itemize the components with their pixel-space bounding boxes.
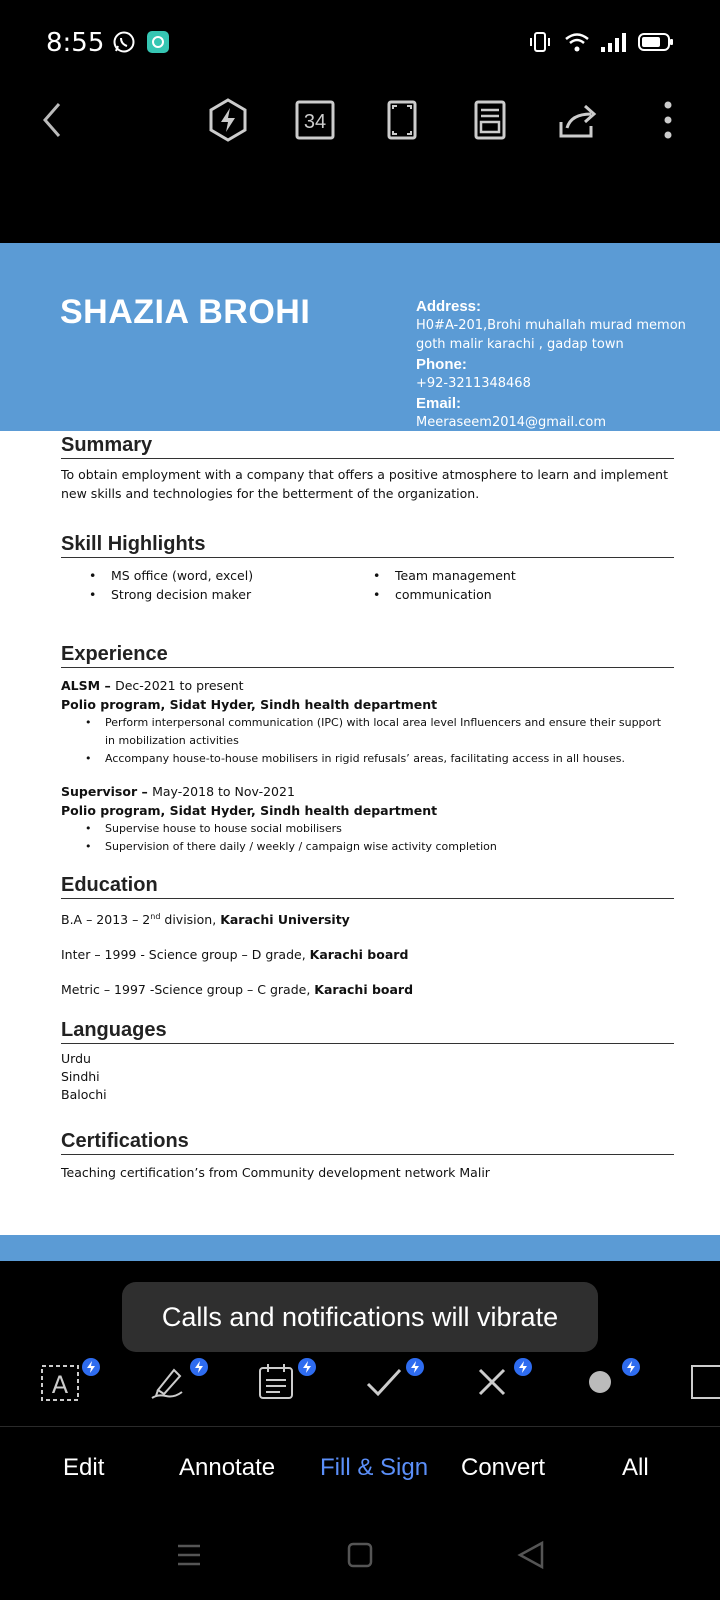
- share-icon[interactable]: [546, 88, 610, 152]
- lightning-badge-icon: [406, 1358, 424, 1376]
- more-icon[interactable]: [636, 88, 700, 152]
- languages-title: Languages: [61, 1017, 674, 1044]
- bottom-tabs: [0, 1440, 720, 1500]
- date-icon[interactable]: [240, 1350, 312, 1416]
- page-count-text: 34: [303, 111, 327, 133]
- toast-notification: Calls and notifications will vibrate: [122, 1282, 598, 1352]
- job-dash: –: [100, 678, 116, 693]
- app-notification-icon: [146, 30, 170, 56]
- menu-icon[interactable]: [176, 1542, 202, 1573]
- tab-convert[interactable]: Convert: [461, 1454, 546, 1481]
- rectangle-icon[interactable]: [672, 1350, 720, 1416]
- tab-edit[interactable]: Edit: [63, 1454, 105, 1481]
- experience-section: [61, 641, 674, 856]
- page-count-icon[interactable]: [283, 88, 347, 152]
- skill-item: • Team management: [345, 566, 629, 585]
- checkmark-icon[interactable]: [348, 1350, 420, 1416]
- document-page[interactable]: [0, 243, 720, 1260]
- experience-title: Experience: [61, 641, 674, 668]
- status-bar: [0, 0, 720, 88]
- lightning-badge-icon: [190, 1358, 208, 1376]
- skills-list: [61, 566, 674, 604]
- job-bullet: • Supervise house to house social mobilisers: [61, 820, 674, 838]
- clock: 8:55: [46, 28, 105, 58]
- lightning-badge-icon: [514, 1358, 532, 1376]
- phone-label: Phone:: [416, 356, 467, 373]
- language-item: Sindhi: [61, 1069, 100, 1084]
- top-toolbar: [0, 88, 720, 158]
- job-org: Polio program, Sidat Hyder, Sindh health department: [61, 803, 438, 818]
- summary-title: Summary: [61, 432, 674, 459]
- job-dash: –: [137, 784, 153, 799]
- lightning-badge-icon: [298, 1358, 316, 1376]
- language-item: Urdu: [61, 1051, 91, 1066]
- signal-icon: [600, 30, 626, 56]
- skills-section: [61, 531, 674, 604]
- job-role: Supervisor: [61, 784, 138, 799]
- back-icon[interactable]: [20, 88, 84, 152]
- system-nav-bar: [0, 1520, 720, 1590]
- skill-item: • Strong decision maker: [61, 585, 345, 604]
- home-icon[interactable]: [347, 1542, 373, 1573]
- language-item: Balochi: [61, 1087, 107, 1102]
- summary-text: To obtain employment with a company that offers a positive atmosphere to learn and implement new skills and technologies for the betterment of the organization.: [61, 467, 668, 501]
- education-ba: B.A – 2013 – 2nd division, Karachi University: [61, 912, 350, 928]
- signature-pen-icon[interactable]: [132, 1350, 204, 1416]
- address-label: Address:: [416, 298, 482, 315]
- job-dates: May-2018 to Nov-2021: [152, 784, 295, 799]
- lightning-icon[interactable]: [196, 88, 260, 152]
- back-triangle-icon[interactable]: [516, 1540, 546, 1575]
- certifications-section: [61, 1128, 674, 1182]
- skills-title: Skill Highlights: [61, 531, 674, 558]
- education-inter: Inter – 1999 - Science group – D grade, Karachi board: [61, 947, 409, 963]
- svg-text:A: A: [51, 1371, 69, 1399]
- whatsapp-icon: [112, 30, 136, 56]
- lightning-badge-icon: [82, 1358, 100, 1376]
- text-box-icon[interactable]: [24, 1350, 96, 1416]
- tab-annotate[interactable]: Annotate: [179, 1454, 276, 1481]
- certifications-title: Certifications: [61, 1128, 674, 1155]
- battery-icon: [638, 30, 674, 56]
- tab-fill-sign[interactable]: Fill & Sign: [320, 1454, 429, 1481]
- lightning-badge-icon: [622, 1358, 640, 1376]
- vibrate-icon: [528, 30, 552, 56]
- resume-name: SHAZIA BROHI: [60, 293, 311, 331]
- phone-value: +92-3211348468: [416, 376, 531, 391]
- job-dates: Dec-2021 to present: [115, 678, 244, 693]
- skill-item: • MS office (word, excel): [61, 566, 345, 585]
- job-role: ALSM: [61, 678, 101, 693]
- certifications-text: Teaching certification’s from Community development network Malir: [61, 1165, 490, 1180]
- divider: [0, 1426, 720, 1427]
- job-org: Polio program, Sidat Hyder, Sindh health department: [61, 697, 438, 712]
- job-bullet: • Accompany house-to-house mobilisers in rigid refusals’ areas, facilitating access in all houses.: [61, 750, 674, 768]
- resume-header: [0, 243, 720, 431]
- languages-section: [61, 1017, 674, 1104]
- fill-sign-tools: [0, 1350, 720, 1420]
- education-metric: Metric – 1997 -Science group – C grade, Karachi board: [61, 982, 414, 998]
- email-value: Meeraseem2014@gmail.com: [416, 415, 607, 430]
- job-bullet: • Perform interpersonal communication (IPC) with local area level Influencers and ensure their support in mobilization activities: [61, 714, 674, 750]
- wifi-icon: [564, 30, 590, 56]
- education-section: [61, 872, 674, 999]
- summary-section: [61, 432, 674, 503]
- skill-item: • communication: [345, 585, 629, 604]
- contact-block: [416, 298, 716, 431]
- next-page-header-strip: [0, 1235, 720, 1261]
- address-value: H0#A-201,Brohi muhallah murad memon goth malir karachi , gadap town: [416, 318, 686, 352]
- email-label: Email:: [416, 395, 462, 412]
- education-title: Education: [61, 872, 674, 899]
- cross-icon[interactable]: [456, 1350, 528, 1416]
- job-entry: [61, 782, 674, 856]
- job-entry: [61, 676, 674, 768]
- job-bullet: • Supervision of there daily / weekly / campaign wise activity completion: [61, 838, 674, 856]
- tab-all[interactable]: All: [622, 1454, 649, 1481]
- fullscreen-icon[interactable]: [370, 88, 434, 152]
- reading-mode-icon[interactable]: [458, 88, 522, 152]
- dot-icon[interactable]: [564, 1350, 636, 1416]
